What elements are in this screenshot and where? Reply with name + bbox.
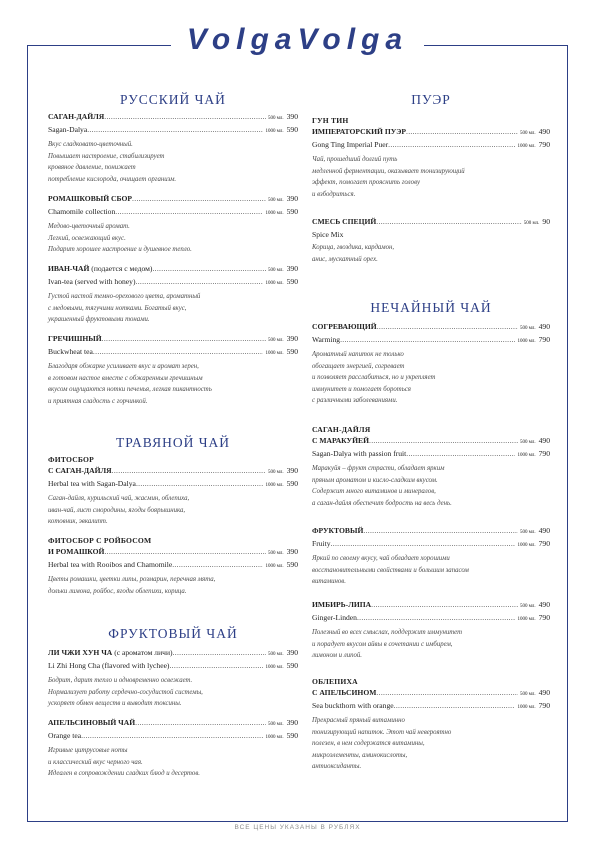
price-row bbox=[48, 559, 298, 572]
dot-leader bbox=[340, 334, 515, 345]
volume: 500 мл. bbox=[267, 652, 284, 657]
item-description bbox=[48, 493, 298, 528]
price: 490 bbox=[538, 600, 550, 609]
description-line: пряным ароматом и кисло-сладким вкусом. bbox=[312, 476, 438, 484]
description-line: Вкус сладковато-цветочный. bbox=[48, 141, 133, 148]
item-english-name: Sea buckthorn with orange bbox=[312, 701, 394, 710]
menu-item-ginger-linden bbox=[312, 599, 550, 662]
item-description bbox=[48, 361, 298, 407]
menu-item-chamomile bbox=[48, 193, 298, 256]
dot-leader bbox=[371, 599, 518, 610]
price-row bbox=[312, 700, 550, 713]
dot-leader bbox=[377, 321, 518, 332]
price: 490 bbox=[538, 526, 550, 535]
item-name: ЛИ ЧЖИ ХУН ЧА (с ароматом личи) bbox=[48, 648, 173, 657]
dot-leader bbox=[173, 647, 266, 658]
description-line: Благодаря обжарке усиливает вкус и аромат зерен, bbox=[48, 363, 199, 370]
section-title-herbal-tea: ТРАВЯНОЙ ЧАЙ bbox=[115, 435, 230, 450]
description-line: кровяное давление, понижает bbox=[48, 164, 136, 171]
item-english-name: Ginger-Linden bbox=[312, 613, 357, 622]
item-description bbox=[48, 574, 298, 597]
item-note: (подается с медом) bbox=[91, 264, 153, 273]
description-line: Бодрит, дарит тепло и одновременно освежает. bbox=[48, 677, 193, 684]
menu-item-herbal-sagan-dalya bbox=[48, 454, 298, 528]
dot-leader bbox=[115, 206, 263, 217]
dot-leader bbox=[388, 139, 515, 150]
price-row bbox=[48, 647, 298, 660]
description-line: и взбодриться. bbox=[312, 190, 356, 198]
volume: 1000 мл. bbox=[265, 351, 284, 356]
price: 590 bbox=[286, 125, 298, 134]
volume: 500 мл. bbox=[519, 326, 536, 331]
volume: 500 мл. bbox=[267, 268, 284, 273]
price: 790 bbox=[538, 140, 550, 149]
item-description bbox=[312, 553, 550, 588]
dot-leader bbox=[152, 263, 265, 274]
description-line: потребление кислорода, очищает организм. bbox=[48, 175, 177, 183]
price-row bbox=[48, 546, 298, 559]
price: 790 bbox=[538, 613, 550, 622]
item-english-name: Chamomile collection bbox=[48, 207, 116, 216]
volume: 1000 мл. bbox=[265, 211, 284, 216]
price-row bbox=[312, 139, 550, 152]
price-row bbox=[48, 333, 298, 346]
volume: 1000 мл. bbox=[517, 144, 536, 149]
item-english-name: Warming bbox=[312, 335, 341, 344]
price: 390 bbox=[286, 718, 298, 727]
section-title-non-tea: НЕЧАЙНЫЙ ЧАЙ bbox=[370, 300, 492, 315]
price: 590 bbox=[286, 560, 298, 569]
item-name: ИВАН-ЧАЙ (подается с медом) bbox=[48, 264, 153, 273]
menu-item-gong-ting bbox=[312, 115, 550, 200]
dot-leader bbox=[102, 333, 266, 344]
item-description bbox=[312, 349, 550, 407]
price-row bbox=[312, 612, 550, 625]
volume: 1000 мл. bbox=[265, 564, 284, 569]
volume: 1000 мл. bbox=[517, 543, 536, 548]
item-name-line2: С МАРАКУЙЕЙ bbox=[312, 436, 369, 445]
description-line: микроэлементы, аминокислоты, bbox=[312, 751, 408, 759]
price-row bbox=[48, 660, 298, 673]
menu-item-warming bbox=[312, 321, 550, 407]
volume: 1000 мл. bbox=[265, 735, 284, 740]
menu-item-fruity bbox=[312, 525, 550, 588]
price-row bbox=[48, 193, 298, 206]
volume: 1000 мл. bbox=[265, 483, 284, 488]
price: 490 bbox=[538, 688, 550, 697]
price-note-footer: ВСЕ ЦЕНЫ УКАЗАНЫ В РУБЛЯХ bbox=[234, 824, 361, 831]
description-line: в готовом настое вместе с обжаренным гречишным bbox=[48, 374, 203, 382]
dot-leader bbox=[376, 687, 518, 698]
item-name-line2: ИМПЕРАТОРСКИЙ ПУЭР bbox=[312, 127, 407, 136]
item-name: РОМАШКОВЫЙ СБОР bbox=[48, 194, 133, 203]
description-line: ускоряет обмен веществ и выводит токсины. bbox=[48, 700, 182, 707]
item-description bbox=[312, 627, 550, 662]
item-english-name: Buckwheat tea bbox=[48, 347, 93, 356]
item-english-name: Sagan-Dalya with passion fruit bbox=[312, 449, 407, 458]
volume: 500 мл. bbox=[267, 722, 284, 727]
description-line: полезен, в нем содержатся витамины, bbox=[312, 740, 425, 747]
description-line: обогащает энергией, согревает bbox=[312, 362, 405, 370]
description-line: восстановительными свойствами и большим запасом bbox=[312, 566, 469, 574]
menu-item-spice-mix bbox=[312, 216, 550, 265]
item-description bbox=[312, 154, 550, 200]
volume: 500 мл. bbox=[267, 551, 284, 556]
description-line: Маракуйя – фрукт страсти, обладает ярким bbox=[312, 465, 445, 472]
logo-wrap bbox=[0, 22, 595, 58]
price-row bbox=[48, 111, 298, 124]
price: 390 bbox=[286, 466, 298, 475]
item-description bbox=[48, 139, 298, 185]
price: 390 bbox=[286, 264, 298, 273]
description-line: Игривые цитрусовые ноты bbox=[48, 747, 128, 754]
volume: 500 мл. bbox=[519, 692, 536, 697]
volume: 500 мл. bbox=[267, 198, 284, 203]
item-english-name: Sagan-Dalya bbox=[48, 125, 88, 134]
price-row bbox=[48, 206, 298, 219]
description-line: и приятная сладость с горчинкой. bbox=[48, 397, 148, 405]
price-row bbox=[48, 717, 298, 730]
price-row bbox=[312, 599, 550, 612]
item-name: ГРЕЧИШНЫЙ bbox=[48, 334, 102, 343]
description-line: Цветы ромашки, цветки липы, розмарин, перечная мята, bbox=[48, 576, 216, 583]
dot-leader bbox=[132, 193, 266, 204]
description-line: и порадует вкусом айвы в сочетании с имбирем, bbox=[312, 640, 453, 648]
dot-leader bbox=[87, 124, 263, 135]
dot-leader bbox=[169, 660, 263, 671]
description-line: анис, мускатный орех. bbox=[312, 255, 378, 263]
item-name: АПЕЛЬСИНОВЫЙ ЧАЙ bbox=[48, 718, 136, 727]
item-english-name: Herbal tea with Rooibos and Chamomile bbox=[48, 560, 173, 569]
price: 590 bbox=[286, 277, 298, 286]
item-description bbox=[48, 221, 298, 256]
item-description bbox=[312, 715, 550, 773]
price-row bbox=[48, 124, 298, 137]
description-line: медленной ферментации, оказывает тонизирующий bbox=[312, 167, 465, 175]
price: 390 bbox=[286, 648, 298, 657]
description-line: лимоном и липой. bbox=[312, 652, 363, 659]
dot-leader bbox=[357, 612, 515, 623]
item-description bbox=[48, 291, 298, 326]
description-line: тонизирующий напиток. Этот чай невероятно bbox=[312, 728, 452, 736]
item-name: ГУН ТИН bbox=[312, 116, 349, 125]
description-line: украшенный фруктовыми тонами. bbox=[48, 316, 150, 323]
volume: 1000 мл. bbox=[265, 281, 284, 286]
dot-leader bbox=[394, 700, 516, 711]
dot-leader bbox=[406, 126, 518, 137]
price-row bbox=[312, 216, 550, 229]
section-title-fruit-tea: ФРУКТОВЫЙ ЧАЙ bbox=[108, 626, 238, 641]
description-line: и позволяет расслабиться, но и укрепляет bbox=[312, 374, 436, 381]
description-line: Медово-цветочный аромат. bbox=[48, 223, 130, 230]
volume: 1000 мл. bbox=[517, 339, 536, 344]
item-english-name: Fruity bbox=[312, 539, 331, 548]
dot-leader bbox=[172, 559, 263, 570]
description-line: иммунитет и помогает бороться bbox=[312, 385, 411, 393]
price-row bbox=[312, 448, 550, 461]
price: 790 bbox=[538, 335, 550, 344]
description-line: Нормализует работу сердечно-сосудистой системы, bbox=[48, 688, 203, 696]
item-description bbox=[312, 242, 550, 265]
item-name: САГАН-ДАЙЛЯ bbox=[312, 425, 371, 434]
price-row bbox=[48, 263, 298, 276]
price-row bbox=[48, 478, 298, 491]
price-row bbox=[48, 730, 298, 743]
description-line: Густой настой темно-орехового цвета, ароматный bbox=[48, 293, 201, 300]
volume: 1000 мл. bbox=[517, 705, 536, 710]
price-row bbox=[312, 229, 550, 240]
menu-item-rooibos-chamomile bbox=[48, 535, 298, 597]
dot-leader bbox=[136, 478, 264, 489]
item-english-name: Li Zhi Hong Cha (flavored with lychee) bbox=[48, 661, 170, 670]
menu-item-orange-tea bbox=[48, 717, 298, 780]
section-title-russian-tea: РУССКИЙ ЧАЙ bbox=[120, 92, 226, 107]
description-line: Содержит много витаминов и минералов, bbox=[312, 488, 436, 495]
description-line: Прекрасный пряный витаминно bbox=[312, 717, 405, 724]
dot-leader bbox=[331, 538, 516, 549]
price-row bbox=[312, 435, 550, 448]
dot-leader bbox=[369, 435, 518, 446]
description-line: иван-чай, лист смородины, ягоды боярышника, bbox=[48, 506, 186, 514]
price: 490 bbox=[538, 127, 550, 136]
price: 590 bbox=[286, 479, 298, 488]
dot-leader bbox=[376, 216, 521, 227]
price: 590 bbox=[286, 347, 298, 356]
description-line: Яркий по своему вкусу, чай обладает хорошими bbox=[312, 555, 450, 562]
description-line: Полезный во всех смыслах, поддержит иммунитет bbox=[312, 629, 462, 636]
description-line: Корица, гвоздика, кардамон, bbox=[312, 244, 395, 251]
volume: 1000 мл. bbox=[517, 617, 536, 622]
item-name-line2: С САГАН-ДАЙЛЯ bbox=[48, 466, 112, 475]
description-line: дольки лимона, ройбос, ягоды облепихи, корица. bbox=[48, 587, 187, 595]
description-line: котовник, эвкалипт. bbox=[48, 518, 108, 525]
price-row bbox=[312, 687, 550, 700]
dot-leader bbox=[136, 276, 264, 287]
item-name: ФИТОСБОР С РОЙБОСОМ bbox=[48, 536, 152, 545]
dot-leader bbox=[104, 546, 266, 557]
volume: 500 мл. bbox=[519, 131, 536, 136]
volume: 500 мл. bbox=[267, 470, 284, 475]
item-name: ФИТОСБОР bbox=[48, 455, 94, 464]
price: 790 bbox=[538, 449, 550, 458]
description-line: Повышает настроение, стабилизирует bbox=[48, 152, 165, 160]
menu-item-sagan-dalya bbox=[48, 111, 298, 185]
dot-leader bbox=[93, 346, 264, 357]
volume: 500 мл. bbox=[519, 604, 536, 609]
dot-leader bbox=[112, 465, 266, 476]
price-row bbox=[312, 334, 550, 347]
price-row bbox=[48, 465, 298, 478]
price-row bbox=[312, 126, 550, 139]
section-title-puer: ПУЭР bbox=[411, 92, 451, 107]
price: 490 bbox=[538, 322, 550, 331]
price-row bbox=[312, 525, 550, 538]
item-name: САГАН-ДАЙЛЯ bbox=[48, 112, 105, 121]
dot-leader bbox=[104, 111, 266, 122]
description-line: а саган-дайля обеспечит бодрость на весь день. bbox=[312, 499, 452, 507]
item-note: (с ароматом личи) bbox=[114, 648, 173, 657]
description-line: Чай, прошедший долгий путь bbox=[312, 156, 398, 163]
price-row bbox=[312, 321, 550, 334]
volume: 500 мл. bbox=[519, 440, 536, 445]
description-line: Легкий, освежающий вкус. bbox=[48, 234, 126, 242]
menu-item-sagan-dalya-passion bbox=[312, 424, 550, 509]
item-name: СОГРЕВАЮЩИЙ bbox=[312, 322, 377, 331]
volume: 500 мл. bbox=[523, 221, 540, 226]
description-line: с медовыми, тягучими нотками. Богатый вкус, bbox=[48, 304, 187, 312]
price: 590 bbox=[286, 661, 298, 670]
description-line: Подарит хорошее настроение и душевное тепло. bbox=[48, 246, 192, 253]
description-line: Идеален в сопровождении сладких блюд и десертов. bbox=[48, 770, 200, 777]
price: 390 bbox=[286, 194, 298, 203]
brand-logo: VolgaVolga bbox=[171, 22, 424, 58]
description-line: Саган-дайля, курильский чай, жасмин, облепиха, bbox=[48, 495, 190, 502]
item-english-name: Orange tea bbox=[48, 731, 82, 740]
volume: 500 мл. bbox=[519, 530, 536, 535]
price: 590 bbox=[286, 731, 298, 740]
item-name: ФРУКТОВЫЙ bbox=[312, 526, 364, 535]
dot-leader bbox=[135, 717, 266, 728]
description-line: витаминов. bbox=[312, 578, 346, 585]
description-line: с различными заболеваниями. bbox=[312, 397, 398, 404]
item-description bbox=[48, 745, 298, 780]
price: 790 bbox=[538, 701, 550, 710]
description-line: антиоксиданты. bbox=[312, 763, 362, 770]
item-english-name: Gong Ting Imperial Puer bbox=[312, 140, 389, 149]
menu-item-buckwheat bbox=[48, 333, 298, 407]
dot-leader bbox=[81, 730, 263, 741]
item-name: ИМБИРЬ-ЛИПА bbox=[312, 600, 372, 609]
price: 90 bbox=[542, 217, 550, 226]
volume: 500 мл. bbox=[267, 116, 284, 121]
item-description bbox=[312, 463, 550, 509]
price-row bbox=[48, 346, 298, 359]
item-english-name: Herbal tea with Sagan-Dalya bbox=[48, 479, 136, 488]
price-row bbox=[312, 538, 550, 551]
volume: 1000 мл. bbox=[517, 453, 536, 458]
menu-item-li-zhi-hong-cha bbox=[48, 647, 298, 710]
volume: 1000 мл. bbox=[265, 129, 284, 134]
item-description bbox=[48, 675, 298, 710]
volume: 1000 мл. bbox=[265, 665, 284, 670]
price: 390 bbox=[286, 547, 298, 556]
price: 490 bbox=[538, 436, 550, 445]
dot-leader bbox=[363, 525, 518, 536]
menu-item-ivan-tea bbox=[48, 263, 298, 326]
item-name-line2: И РОМАШКОЙ bbox=[48, 547, 105, 556]
item-english-name: Spice Mix bbox=[312, 230, 344, 239]
price: 390 bbox=[286, 334, 298, 343]
item-name: СМЕСЬ СПЕЦИЙ bbox=[312, 217, 377, 226]
description-line: вкусом ощущаются нотки печенья, легкая пикантность bbox=[48, 386, 212, 393]
dot-leader bbox=[406, 448, 515, 459]
menu-item-sea-buckthorn bbox=[312, 676, 550, 773]
volume: 500 мл. bbox=[267, 338, 284, 343]
price: 590 bbox=[286, 207, 298, 216]
price: 390 bbox=[286, 112, 298, 121]
description-line: эффект, помогает прояснить голову bbox=[312, 179, 421, 186]
price: 790 bbox=[538, 539, 550, 548]
item-name-line2: С АПЕЛЬСИНОМ bbox=[312, 688, 377, 697]
description-line: Ароматный напиток не только bbox=[312, 351, 404, 358]
item-name: ОБЛЕПИХА bbox=[312, 677, 358, 686]
item-english-name: Ivan-tea (served with honey) bbox=[48, 277, 136, 286]
price-row bbox=[48, 276, 298, 289]
description-line: и классический вкус черного чая. bbox=[48, 758, 143, 766]
